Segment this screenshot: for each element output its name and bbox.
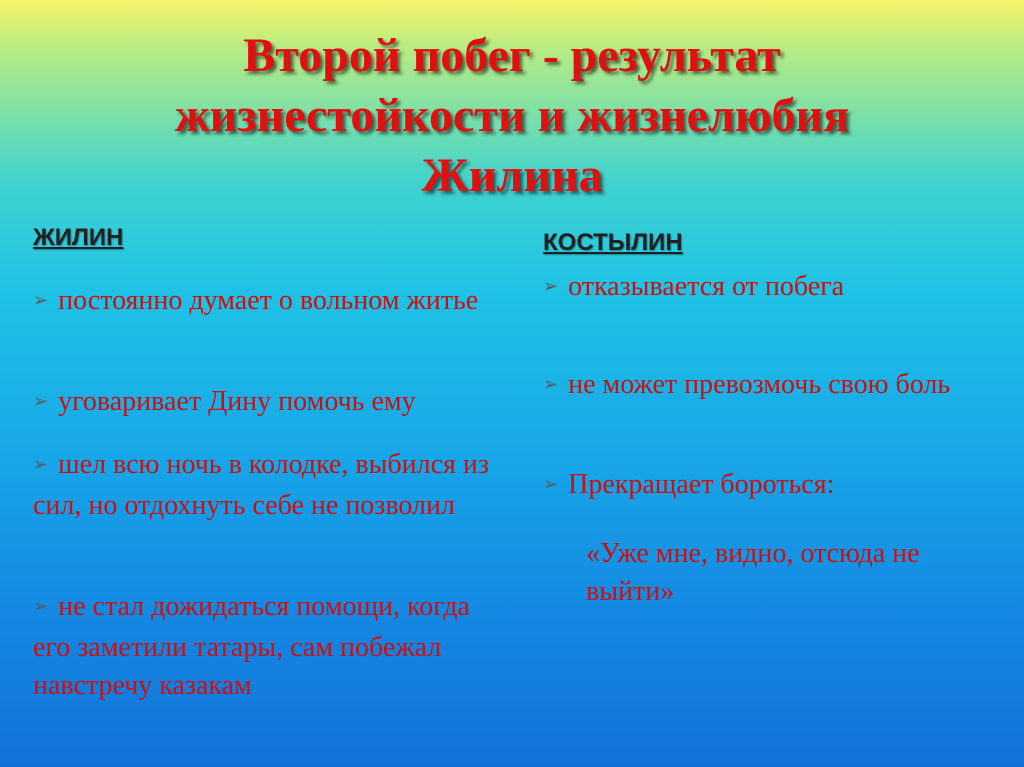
- zhilin-item-text: не стал дожидаться помощи, когда его заметили татары, сам побежал навстречу казакам: [33, 591, 470, 701]
- arrow-bullet-icon: ➢: [33, 454, 49, 475]
- kostylin-column: [543, 223, 1003, 607]
- arrow-bullet-icon: ➢: [33, 391, 49, 412]
- kostylin-item-text: отказывается от побега: [568, 271, 845, 302]
- arrow-bullet-icon: ➢: [543, 474, 559, 495]
- arrow-bullet-icon: ➢: [543, 276, 559, 297]
- kostylin-item-2: [543, 366, 1003, 407]
- slide-title: [60, 26, 964, 206]
- title-line-3: Жилина: [421, 149, 603, 202]
- kostylin-quote: «Уже мне, видно, отсюда не выйти»: [586, 538, 920, 607]
- zhilin-item-text: постоянно думает о вольном житье: [58, 285, 479, 316]
- zhilin-item-2: [33, 383, 513, 424]
- kostylin-item-3: [543, 466, 1003, 507]
- zhilin-heading: ЖИЛИН: [33, 224, 124, 251]
- kostylin-item-1: [543, 268, 1003, 309]
- zhilin-column: [33, 218, 513, 701]
- zhilin-item-text: шел всю ночь в колодке, выбился из сил, но отдохнуть себе не позволил: [33, 449, 489, 521]
- title-line-2: жизнестойкости и жизнелюбия: [174, 89, 850, 142]
- zhilin-item-4: [33, 588, 513, 705]
- title-line-1: Второй побег - результат: [243, 29, 781, 82]
- zhilin-item-1: [33, 282, 513, 323]
- arrow-bullet-icon: ➢: [33, 290, 49, 311]
- kostylin-item-text: Прекращает бороться:: [568, 469, 835, 500]
- kostylin-item-text: не может превозмочь свою боль: [568, 369, 951, 400]
- zhilin-item-text: уговаривает Дину помочь ему: [58, 386, 416, 417]
- kostylin-heading: КОСТЫЛИН: [543, 229, 683, 256]
- arrow-bullet-icon: ➢: [543, 374, 559, 395]
- arrow-bullet-icon: ➢: [33, 596, 49, 617]
- zhilin-item-3: [33, 446, 513, 525]
